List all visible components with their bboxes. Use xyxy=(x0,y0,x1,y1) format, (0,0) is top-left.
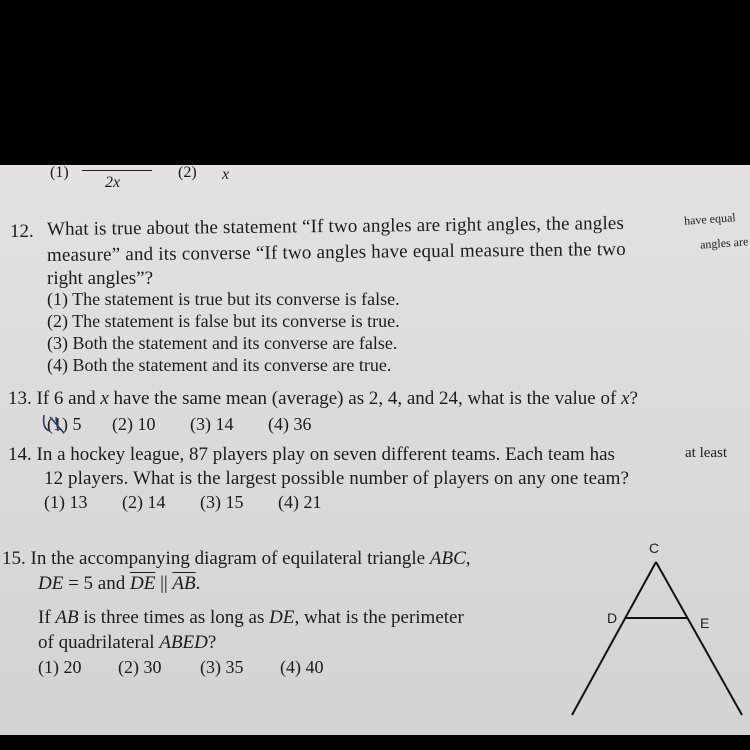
question-text-cutoff: have equal xyxy=(683,210,737,228)
question-text-line xyxy=(38,608,464,627)
question-number: 15. xyxy=(2,548,26,569)
answer-option: (2) 10 xyxy=(112,414,156,434)
question-text: In the accompanying diagram of equilateral triangle xyxy=(30,548,426,569)
question-text-line: measure” and its converse “If two angles have equal measure then the two xyxy=(46,238,626,266)
answer-option: (1) The statement is true but its converse is false. xyxy=(47,289,400,309)
point-label-d: D xyxy=(607,610,618,626)
prev-denominator-2: x xyxy=(222,166,230,183)
variable-x: x xyxy=(100,388,109,409)
handwritten-check-mark xyxy=(40,409,80,439)
question-text-line xyxy=(38,633,216,652)
question-text-line xyxy=(2,549,471,568)
question-text: of quadrilateral xyxy=(38,632,155,653)
question-text: is three times as long as xyxy=(83,607,265,628)
comma: , xyxy=(465,548,471,569)
question-text-line: What is true about the statement “If two angles are right angles, the angles xyxy=(46,212,625,240)
vertex-label-c: C xyxy=(649,540,660,556)
question-text-line: 12 players. What is the largest possible number of players on any one team? xyxy=(44,468,630,489)
answer-option: (2) 30 xyxy=(118,657,162,677)
question-mark: ? xyxy=(629,388,638,409)
period: . xyxy=(195,573,201,594)
answer-option: (4) 21 xyxy=(278,492,322,512)
segment-de-bar: $\overline{DE}$ xyxy=(129,573,156,594)
prev-option-2-label: (2) xyxy=(178,165,197,181)
question-text: If xyxy=(38,607,51,628)
answer-option: (4) 40 xyxy=(280,657,324,677)
answer-option: (4) Both the statement and its converse are true. xyxy=(47,355,392,375)
question-text-cutoff: at least xyxy=(685,445,728,461)
question-text: If 6 and xyxy=(36,388,96,409)
question-text-line xyxy=(8,445,615,464)
question-text: , what is the perimeter xyxy=(294,607,464,628)
answer-option: (1) 13 xyxy=(44,492,88,512)
question-mark: ? xyxy=(207,632,217,653)
segment-de: DE xyxy=(269,607,295,628)
fraction-bar xyxy=(82,170,152,171)
answer-option: (3) 14 xyxy=(190,414,234,434)
parallel-symbol: || xyxy=(155,573,173,594)
point-label-e: E xyxy=(700,615,710,631)
segment-ab-bar: $\overline{AB}$ xyxy=(172,573,196,594)
segment-de: DE xyxy=(38,573,64,594)
question-text-line: right angles”? xyxy=(47,268,154,289)
question-number: 13. xyxy=(8,388,32,409)
answer-option: (3) Both the statement and its converse are false. xyxy=(47,333,398,353)
question-number: 12. xyxy=(10,221,34,242)
triangle-side-cb xyxy=(656,562,742,715)
answer-option: (2) 14 xyxy=(122,492,166,512)
question-text: have the same mean (average) as 2, 4, and 24, what is the value of xyxy=(113,388,617,409)
question-text-line xyxy=(8,389,638,408)
question-text: In a hockey league, 87 players play on seven different teams. Each team has xyxy=(36,444,615,465)
question-text-cutoff: angles are xyxy=(699,234,749,252)
prev-denominator-1: 2x xyxy=(105,174,121,191)
triangle-side-ca xyxy=(572,562,656,715)
question-text: = 5 and xyxy=(63,573,130,594)
variable-x: x xyxy=(621,388,630,409)
question-number: 14. xyxy=(8,444,32,465)
answer-option: (3) 35 xyxy=(200,657,244,677)
triangle-name: ABC xyxy=(429,548,466,569)
triangle-diagram xyxy=(560,535,750,735)
answer-option: (1) 20 xyxy=(38,657,82,677)
answer-option: (4) 36 xyxy=(268,414,312,434)
answer-option: (1) 5 xyxy=(47,414,82,434)
prev-option-1-label: (1) xyxy=(50,165,69,181)
segment-ab: AB xyxy=(55,607,79,628)
answer-option: (3) 15 xyxy=(200,492,244,512)
worksheet-page xyxy=(0,165,750,735)
question-text-line xyxy=(38,574,200,593)
quadrilateral-name: ABED xyxy=(159,632,208,653)
answer-option: (2) The statement is false but its converse is true. xyxy=(47,311,400,331)
